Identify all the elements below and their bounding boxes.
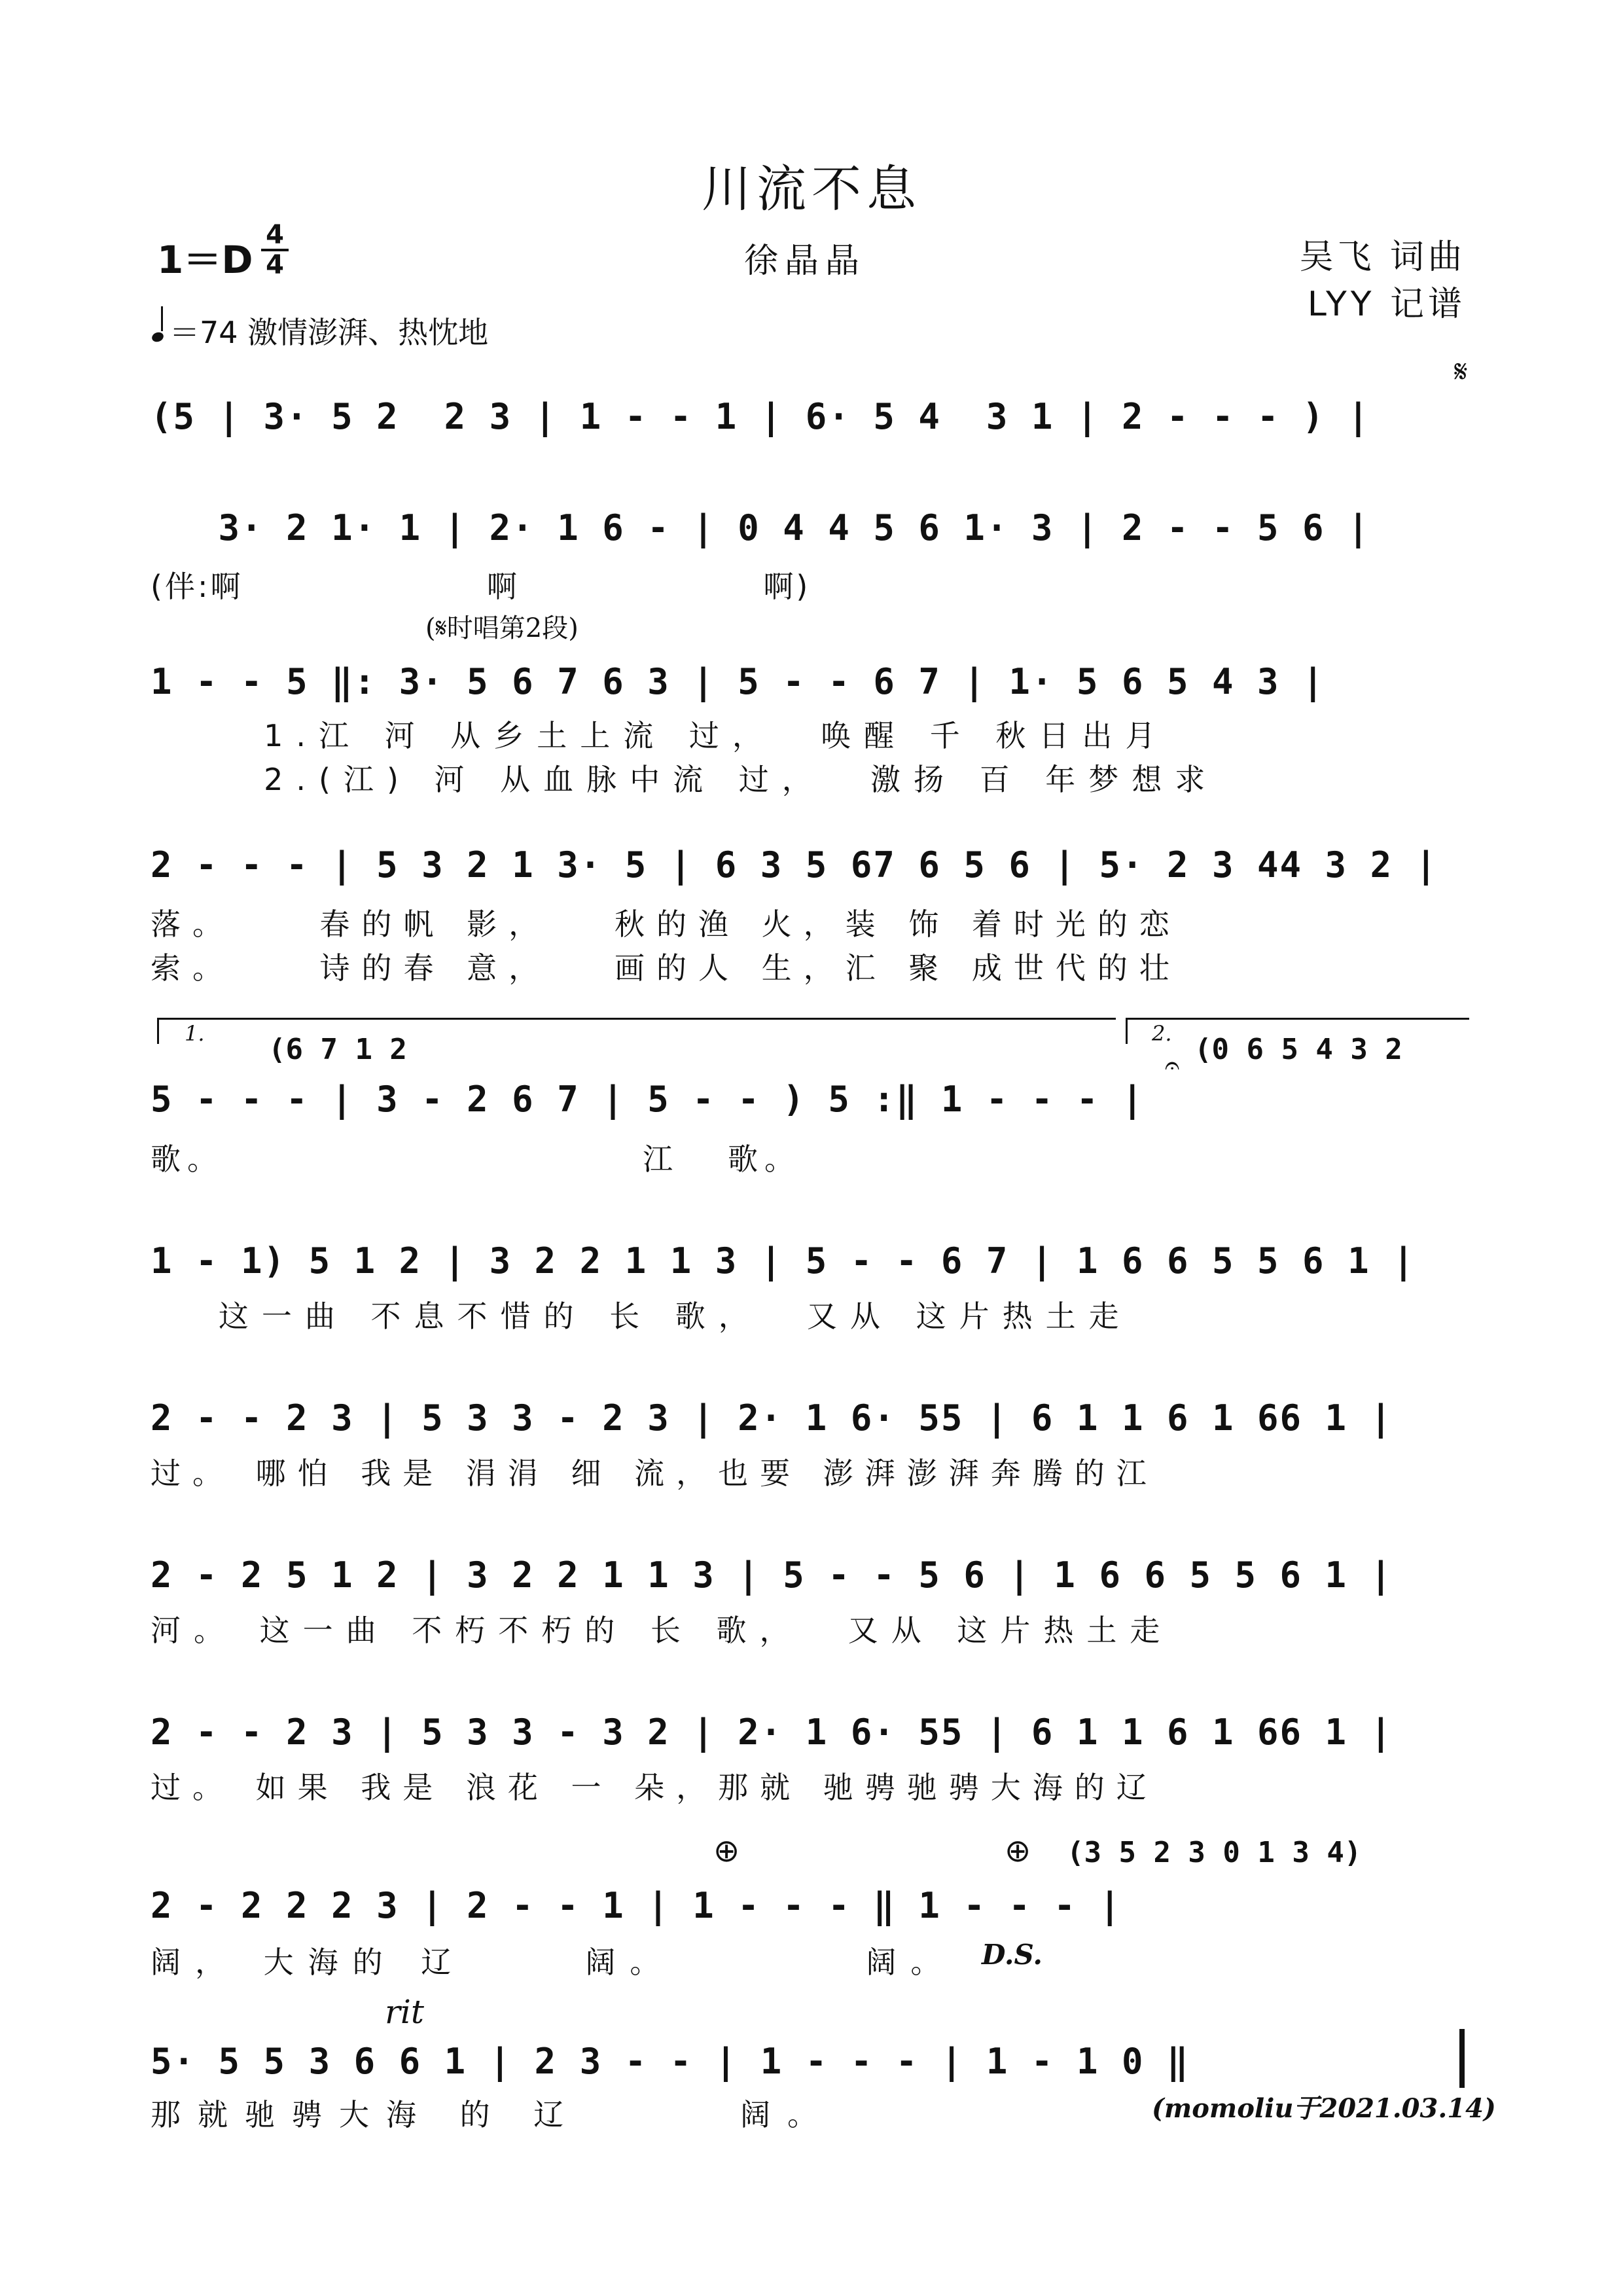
segno-instruction: (𝄋时唱第2段) (425, 613, 579, 643)
score-line-11: 5· 5 5 3 6 6 1 | 2 3 - - | 1 - - - | 1 - 1 0 ‖ (151, 2041, 1190, 2082)
score-line-4: 2 - - - | 5 3 2 1 3· 5 | 6 3 5 67 6 5 6 | 5· 2 3 44 3 2 | (151, 844, 1438, 886)
lyric-verse2-line-4: 索。 诗的春 意， 画的人 生，汇 聚 成世代的壮 (151, 950, 1181, 986)
singer: 徐晶晶 (743, 242, 866, 281)
score-line-6: 1 - 1) 5 1 2 | 3 2 2 1 1 3 | 5 - - 6 7 | 1 6 6 5 5 6 1 | (151, 1240, 1416, 1282)
author: 吴飞 词曲 (1299, 238, 1466, 277)
coda-icon: ⊕ (713, 1833, 740, 1869)
transcriber: LYY 记谱 (1307, 285, 1466, 324)
volta1-bracket-edge (157, 1018, 159, 1044)
quarter-note-icon (151, 331, 165, 343)
segno-icon: 𝄋 (1454, 353, 1468, 390)
dal-segno-mark: D.S. (982, 1939, 1043, 1971)
lyric-verse2-line-3: 2.(江) 河 从血脉中流 过， 激扬 百 年梦想求 (151, 762, 1219, 797)
volta2-label: 2. (1152, 1021, 1172, 1046)
coda-fill: (3 5 2 3 0 1 3 4) (1067, 1836, 1362, 1869)
score-line-2: 3· 2 1· 1 | 2· 1 6 - | 0 4 4 5 6 1· 3 | 2 - - 5 6 | (151, 507, 1370, 548)
quarter-note-stem-icon (161, 306, 163, 331)
fermata-icon: 𝄐 (1165, 1050, 1180, 1081)
score-line-7: 2 - - 2 3 | 5 3 3 - 2 3 | 2· 1 6· 55 | 6 1 1 6 1 66 1 | (151, 1397, 1393, 1439)
lyric-line-5: 歌。 江 歌。 (151, 1141, 802, 1177)
lyric-line-2: (伴:啊 啊 啊) (151, 569, 811, 604)
volta1-label: 1. (185, 1021, 205, 1046)
score-line-8: 2 - 2 5 1 2 | 3 2 2 1 1 3 | 5 - - 5 6 | 1 6 6 5 5 6 1 | (151, 1554, 1393, 1596)
score-line-9: 2 - - 2 3 | 5 3 3 - 3 2 | 2· 1 6· 55 | 6 1 1 6 1 66 1 | (151, 1712, 1393, 1753)
score-line-1: (5 | 3· 5 2 2 3 | 1 - - 1 | 6· 5 4 3 1 | 2 - - - ) | (151, 396, 1370, 437)
lyric-line-8: 河。 这一曲 不朽不朽的 长 歌， 又从 这片热土走 (151, 1613, 1173, 1648)
score-line-10: 2 - 2 2 2 3 | 2 - - 1 | 1 - - - ‖ 1 - - - | (151, 1885, 1122, 1926)
lyric-verse1-line-4: 落。 春的帆 影， 秋的渔 火，装 饰 着时光的恋 (151, 906, 1181, 942)
tempo-marking (152, 309, 488, 352)
key-signature: 1＝D (157, 238, 253, 282)
lyric-line-9: 过。 如果 我是 浪花 一 朵，那就 驰骋驰骋大海的辽 (151, 1770, 1158, 1805)
song-title: 川流不息 (702, 160, 921, 218)
score-line-5: 5 - - - | 3 - 2 6 7 | 5 - - ) 5 :‖ 1 - - - | (151, 1079, 1145, 1120)
tempo-text: ＝74 激情澎湃、热忱地 (169, 315, 489, 350)
lyric-line-10: 阔， 大海的 辽 阔。 阔。 (151, 1945, 955, 1980)
coda-icon-2: ⊕ (1005, 1833, 1031, 1869)
time-signature-bottom: 4 (266, 250, 284, 280)
ritardando-mark: rit (385, 1993, 424, 2031)
volta2-fill: (0 6 5 4 3 2 (1194, 1033, 1402, 1066)
lyric-line-11: 那就驰骋大海 的 辽 阔。 (151, 2097, 834, 2132)
time-signature-top: 4 (266, 220, 284, 250)
lyric-line-7: 过。 哪怕 我是 涓涓 细 流，也要 澎湃澎湃奔腾的江 (151, 1456, 1158, 1491)
volta1-bracket (157, 1018, 1116, 1020)
time-signature (259, 221, 291, 279)
volta1-fill: (6 7 1 2 (268, 1033, 407, 1066)
final-barline (1459, 2029, 1465, 2088)
volta2-bracket-edge (1126, 1018, 1128, 1044)
lyric-line-6: 这一曲 不息不惜的 长 歌， 又从 这片热土走 (151, 1299, 1132, 1334)
lyric-verse1-line-3: 1.江 河 从乡土上流 过， 唤醒 千 秋日出月 (151, 718, 1169, 753)
volta2-bracket (1126, 1018, 1469, 1020)
transcriber-credit: (momoliu于2021.03.14) (1152, 2093, 1496, 2124)
score-line-3: 1 - - 5 ‖: 3· 5 6 7 6 3 | 5 - - 6 7 | 1· 5 6 5 4 3 | (151, 661, 1325, 702)
